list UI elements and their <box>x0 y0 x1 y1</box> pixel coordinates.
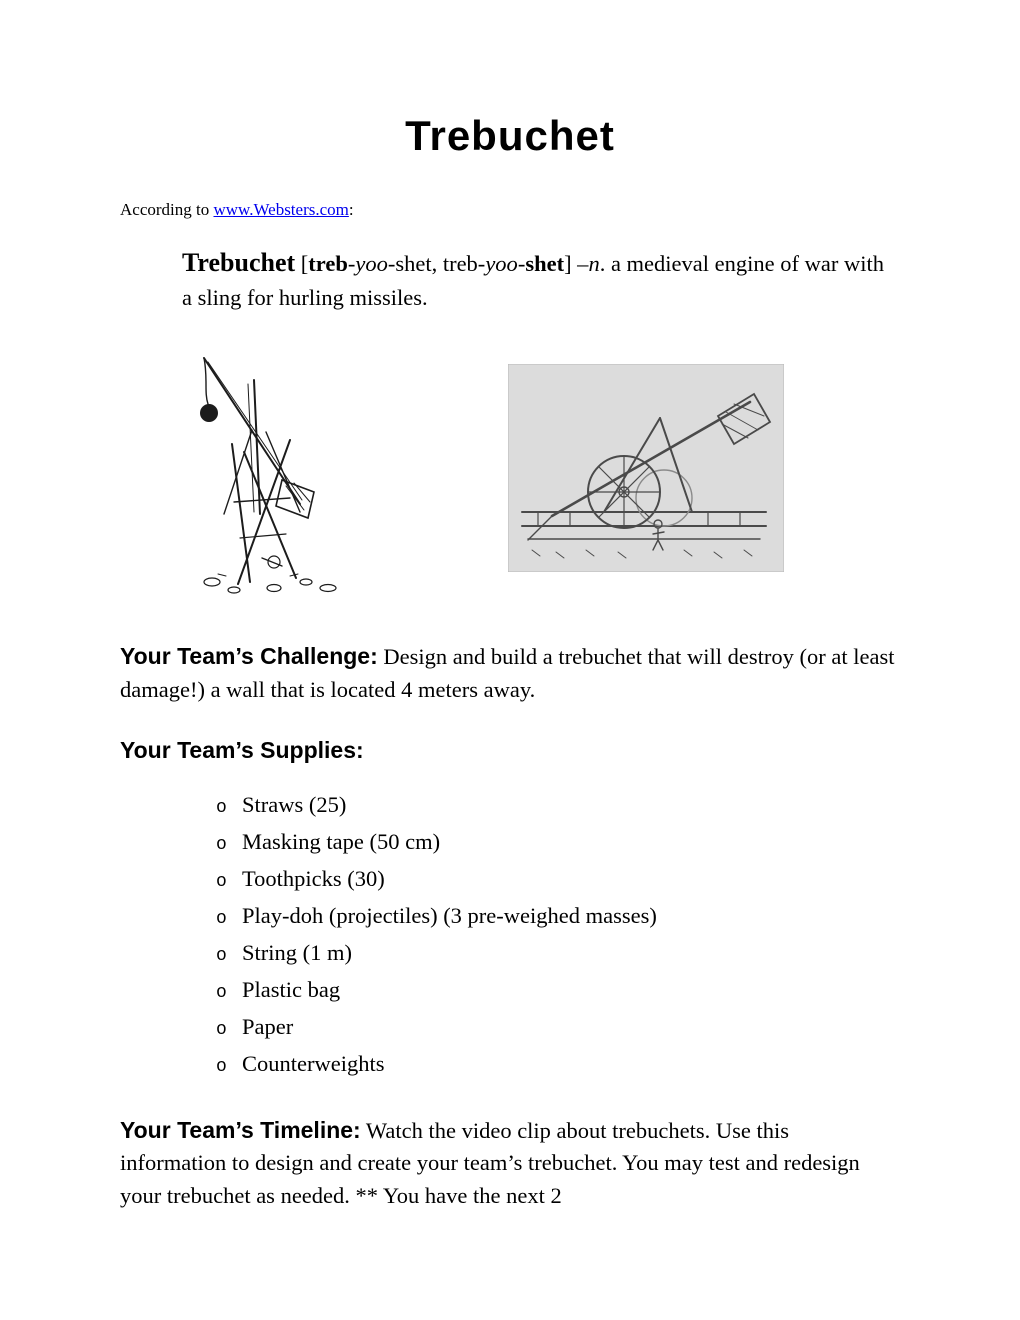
supplies-heading: Your Team’s Supplies: <box>120 736 364 763</box>
supplies-list <box>120 788 900 1084</box>
definition-text: yoo <box>355 251 388 276</box>
list-bullet: o <box>216 1056 227 1077</box>
challenge-heading: Your Team’s Challenge: <box>120 643 378 670</box>
definition-term: Trebuchet <box>182 248 296 277</box>
list-item <box>216 1010 900 1047</box>
definition-text: ] – <box>564 251 589 276</box>
list-bullet: o <box>216 797 227 818</box>
according-prefix: According to <box>120 200 214 219</box>
page-title: Trebuchet <box>405 112 615 159</box>
trebuchet-sketch-right-image <box>508 364 784 572</box>
definition-text: yoo <box>485 251 518 276</box>
challenge-text: Design and build a trebuchet that will destroy (or at least damage!) a wall that is located 4 meters away. <box>120 644 895 702</box>
list-item-text: String (1 m) <box>242 939 352 965</box>
websters-link[interactable]: www.Websters.com <box>213 200 349 219</box>
list-bullet: o <box>216 945 227 966</box>
definition-text: shet <box>525 251 565 276</box>
list-item-text: Masking tape (50 cm) <box>242 828 441 854</box>
list-item-text: Play-doh (projectiles) (3 pre-weighed masses) <box>242 902 657 928</box>
list-bullet: o <box>216 1019 227 1040</box>
list-bullet: o <box>216 908 227 929</box>
challenge-paragraph <box>120 640 898 706</box>
list-item <box>216 825 900 862</box>
definition-text: - <box>347 251 356 276</box>
list-item <box>216 788 900 825</box>
list-item <box>216 973 900 1010</box>
list-bullet: o <box>216 982 227 1003</box>
list-item-text: Plastic bag <box>242 976 341 1002</box>
definition-text: n <box>588 251 600 276</box>
images-row <box>182 352 900 594</box>
according-suffix: : <box>348 200 354 219</box>
list-bullet: o <box>216 834 227 855</box>
trebuchet-engraving-left-image <box>182 352 364 594</box>
definition-text: - <box>517 251 526 276</box>
list-item-text: Paper <box>242 1013 294 1039</box>
according-line <box>120 200 900 220</box>
definition-paragraph <box>182 244 894 314</box>
definition-text: [ <box>295 251 309 276</box>
list-item <box>216 1047 900 1084</box>
list-item <box>216 899 900 936</box>
definition-text: . a medieval engine of war with a sling for hurling missiles. <box>182 251 884 310</box>
list-bullet: o <box>216 871 227 892</box>
list-item-text: Counterweights <box>242 1050 385 1076</box>
timeline-heading: Your Team’s Timeline: <box>120 1116 361 1143</box>
timeline-text: Watch the video clip about trebuchets. Use this information to design and create your team’s trebuchet. You may test and redesign your trebuchet as needed. ** You have the next 2 <box>120 1117 860 1208</box>
list-item <box>216 862 900 899</box>
list-item <box>216 936 900 973</box>
list-item-text: Straws (25) <box>242 791 347 817</box>
list-item-text: Toothpicks (30) <box>242 865 385 891</box>
definition-text: treb <box>308 251 348 276</box>
definition-text: -shet, treb- <box>387 251 486 276</box>
timeline-paragraph <box>120 1114 898 1213</box>
